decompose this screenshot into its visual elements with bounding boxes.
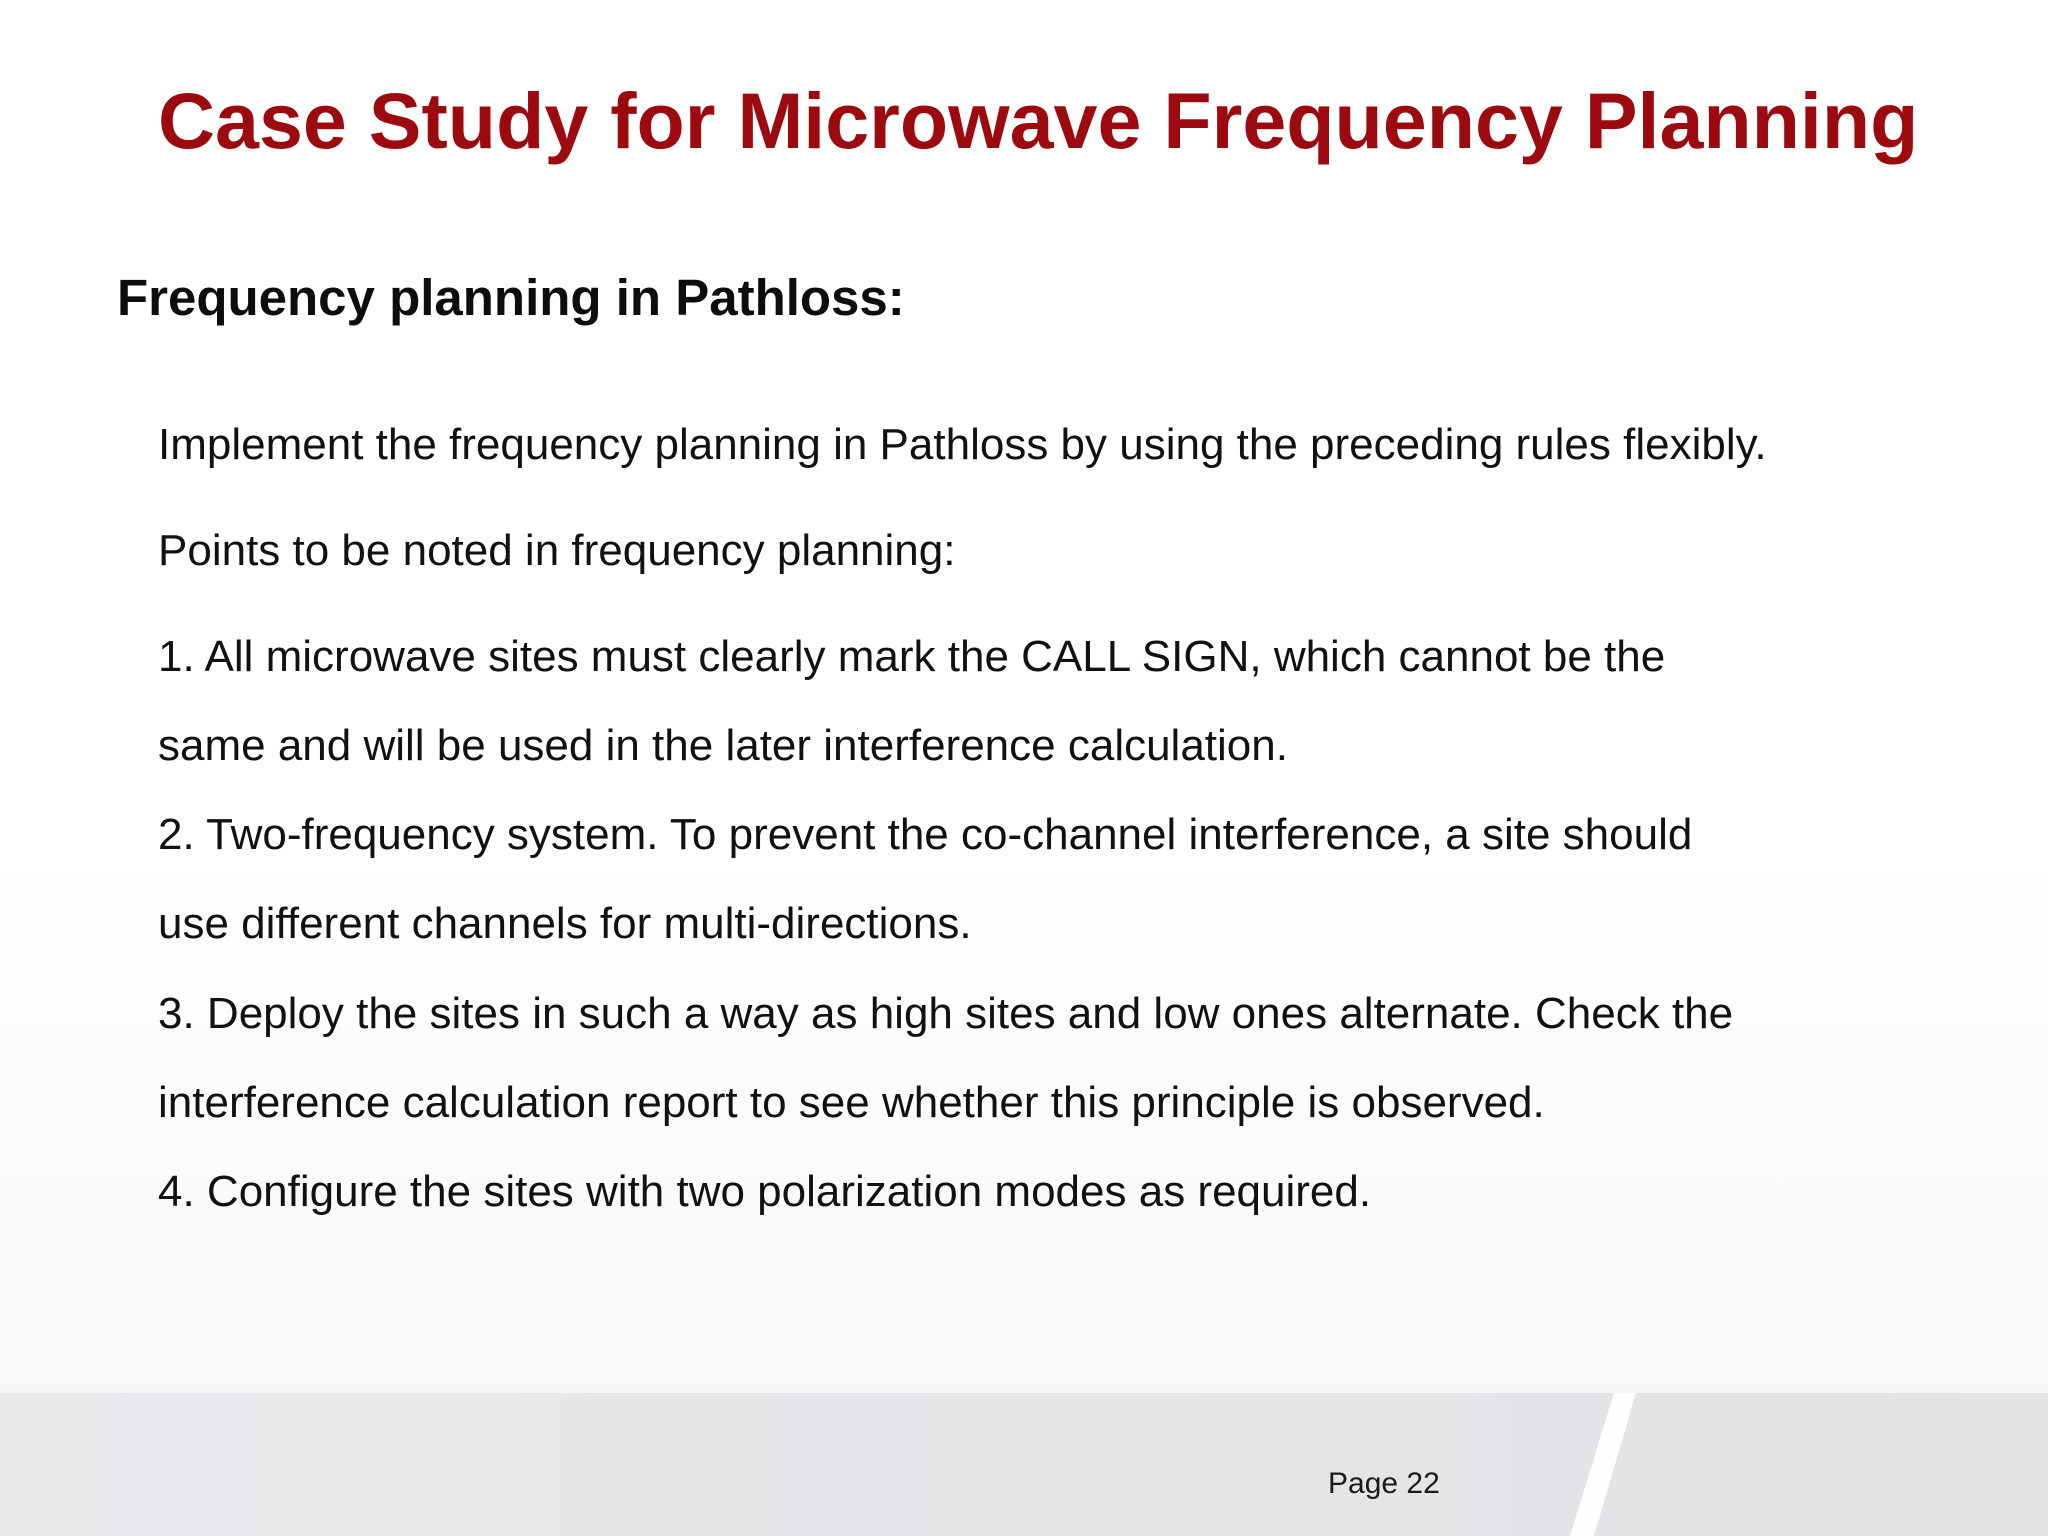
point-2-line-1: 2. Two-frequency system. To prevent the co-channel interference, a site should <box>158 810 1693 859</box>
footer-band <box>0 1393 2048 1536</box>
point-1-line-1: 1. All microwave sites must clearly mark the CALL SIGN, which cannot be the <box>158 632 1666 681</box>
slide-title: Case Study for Microwave Frequency Planning <box>158 76 1919 165</box>
point-3-line-2: interference calculation report to see whether this principle is observed. <box>158 1078 1545 1127</box>
page-number: Page 22 <box>1328 1467 1440 1500</box>
footer-swoosh-decoration <box>0 1393 2048 1536</box>
point-4-line-1: 4. Configure the sites with two polarization modes as required. <box>158 1167 1372 1216</box>
point-2-line-2: use different channels for multi-directions. <box>158 899 972 948</box>
points-heading: Points to be noted in frequency planning: <box>158 526 956 575</box>
slide-subtitle: Frequency planning in Pathloss: <box>117 269 905 326</box>
point-3-line-1: 3. Deploy the sites in such a way as high sites and low ones alternate. Check the <box>158 989 1734 1038</box>
intro-paragraph: Implement the frequency planning in Pathloss by using the preceding rules flexibly. <box>158 420 1767 469</box>
point-1-line-2: same and will be used in the later interference calculation. <box>158 721 1288 770</box>
